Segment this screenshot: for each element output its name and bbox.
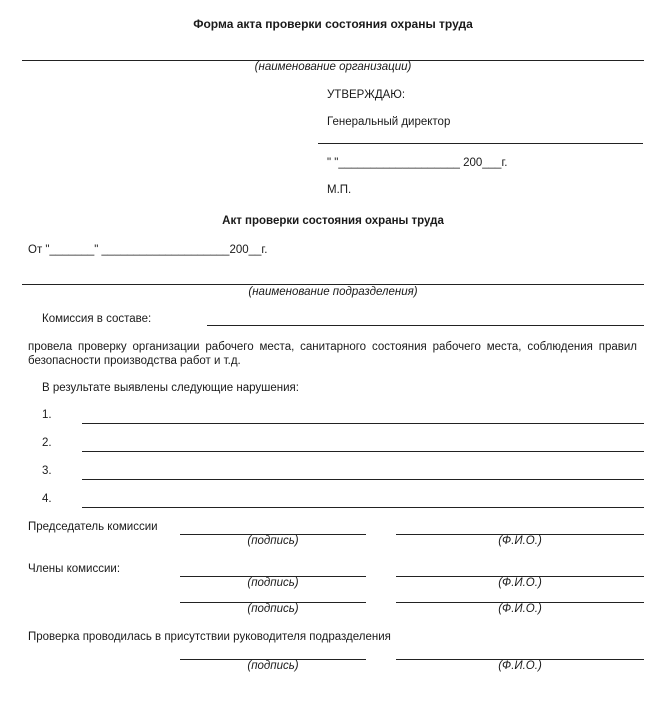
commission-members-line[interactable] <box>207 325 644 326</box>
approver-signature-line[interactable] <box>318 143 643 144</box>
inspection-text: провела проверку организации рабочего места, санитарного состояния рабочего места, соблюдения правил безопасности производства работ и т.д. <box>28 341 637 367</box>
approve-label: УТВЕРЖДАЮ: <box>327 89 406 101</box>
approval-date-line[interactable]: " "___________________ 200___г. <box>327 157 508 169</box>
organization-caption: (наименование организации) <box>254 61 412 73</box>
act-date-line[interactable]: От "_______" ____________________200__г. <box>28 244 268 256</box>
head-signature-caption: (подпись) <box>247 660 299 672</box>
head-name-caption: (Ф.И.О.) <box>498 660 542 672</box>
member2-name-caption: (Ф.И.О.) <box>498 603 542 615</box>
violation-line-1[interactable] <box>82 423 644 424</box>
chairman-signature-caption: (подпись) <box>247 535 299 547</box>
presence-label: Проверка проводилась в присутствии руководителя подразделения <box>28 631 391 643</box>
member1-name-caption: (Ф.И.О.) <box>498 577 542 589</box>
members-label: Члены комиссии: <box>28 563 121 575</box>
violation-number-2: 2. <box>42 437 52 449</box>
violation-line-4[interactable] <box>82 507 644 508</box>
violation-number-1: 1. <box>42 409 52 421</box>
violation-line-2[interactable] <box>82 451 644 452</box>
violations-label: В результате выявлены следующие нарушения: <box>42 382 299 394</box>
violation-number-3: 3. <box>42 465 52 477</box>
form-title: Форма акта проверки состояния охраны труда <box>193 17 473 31</box>
department-caption: (наименование подразделения) <box>248 286 418 298</box>
commission-label: Комиссия в составе: <box>42 313 152 325</box>
approver-position: Генеральный директор <box>327 116 451 128</box>
violation-number-4: 4. <box>42 493 52 505</box>
member1-signature-caption: (подпись) <box>247 577 299 589</box>
chairman-name-caption: (Ф.И.О.) <box>498 535 542 547</box>
department-name-line[interactable] <box>22 284 644 285</box>
stamp-label: М.П. <box>327 184 352 196</box>
chairman-label: Председатель комиссии <box>28 521 158 533</box>
member2-signature-caption: (подпись) <box>247 603 299 615</box>
violation-line-3[interactable] <box>82 479 644 480</box>
act-title: Акт проверки состояния охраны труда <box>222 215 444 227</box>
